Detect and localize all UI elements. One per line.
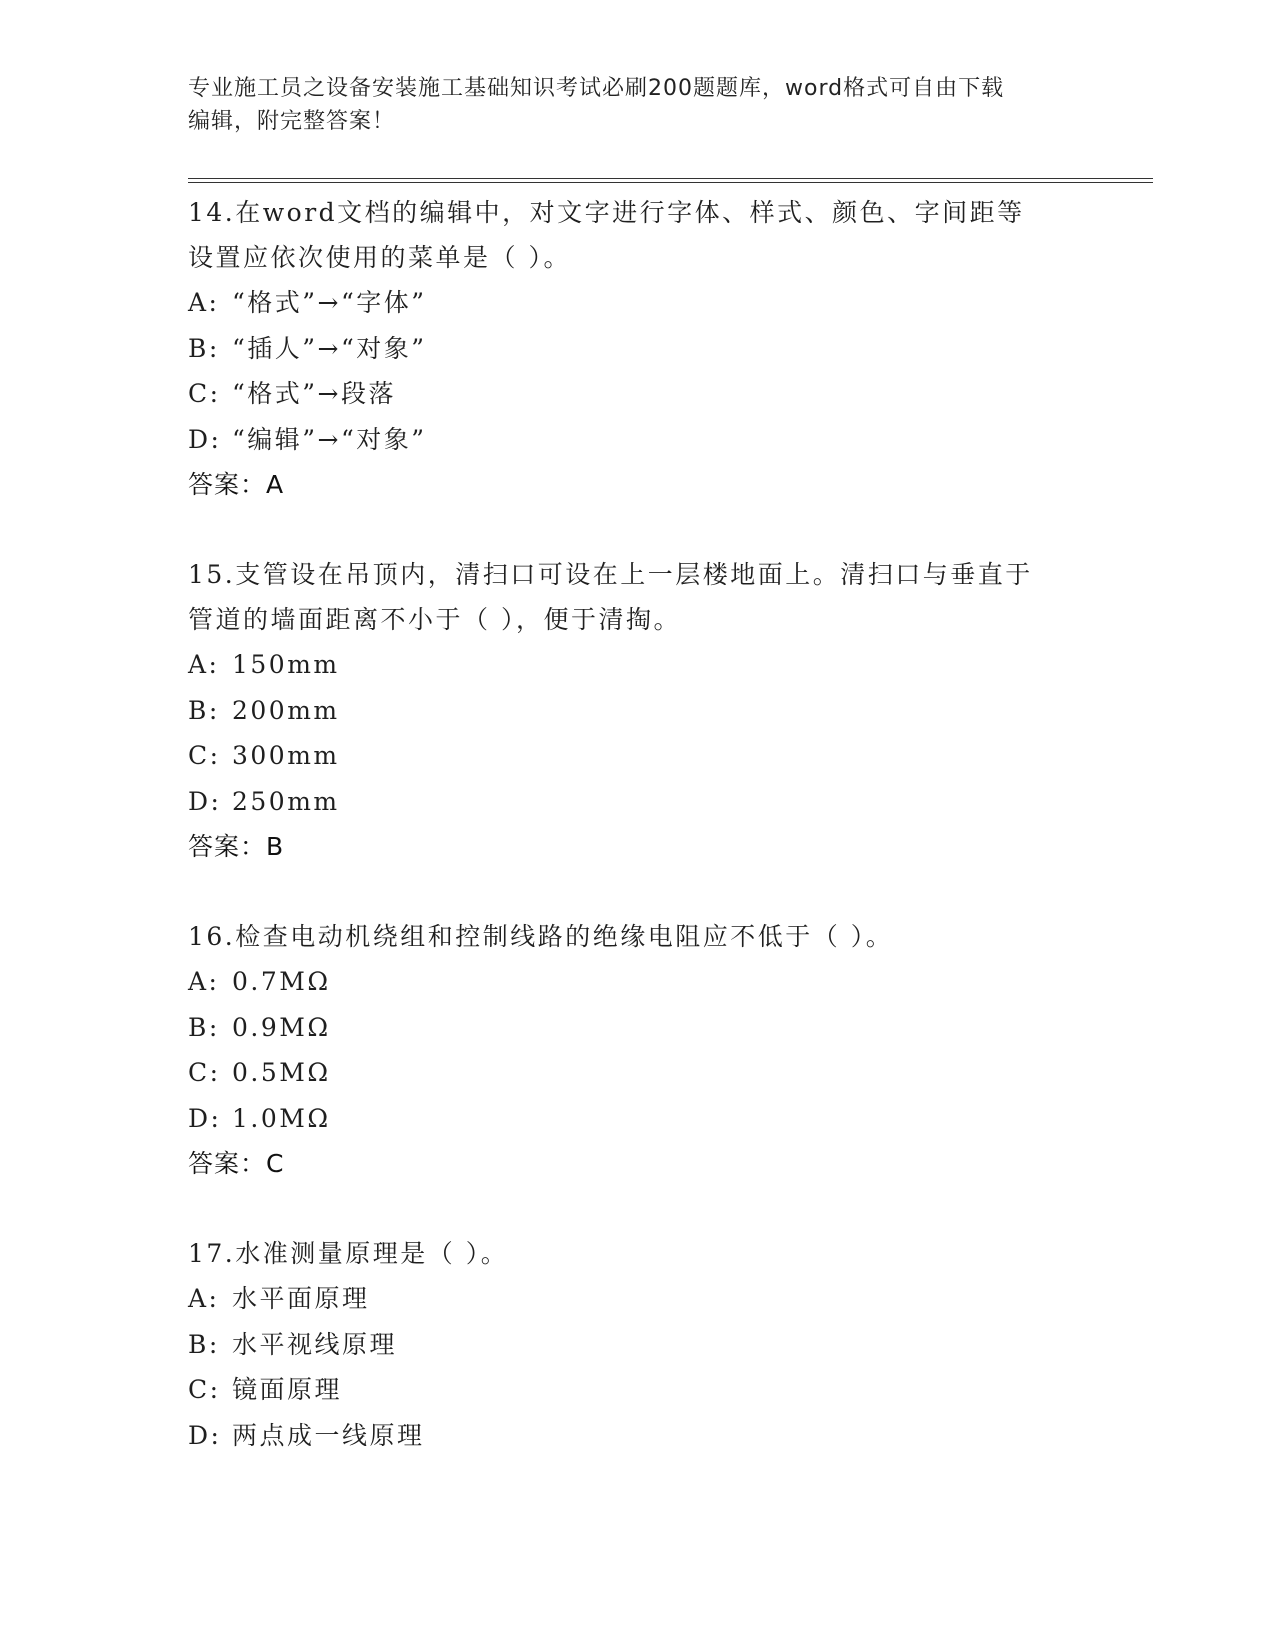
- option-key: D:: [188, 786, 222, 816]
- option-key: A:: [188, 967, 220, 996]
- option-text: 250mm: [232, 786, 340, 816]
- option-text: 0.5MΩ: [232, 1058, 331, 1087]
- option-a: [188, 959, 1088, 1005]
- option-c: [188, 371, 1088, 417]
- option-b: [188, 326, 1088, 372]
- option-b: [188, 688, 1088, 734]
- question-text-line: 设置应依次使用的菜单是（ ）。: [188, 243, 571, 272]
- option-d: [188, 1413, 1088, 1459]
- question-14: [188, 190, 1088, 507]
- question-17: [188, 1231, 1088, 1458]
- document-header: [188, 72, 1068, 138]
- option-text: 200mm: [232, 695, 340, 725]
- answer-line: 答案：C: [188, 1149, 285, 1178]
- answer-line: 答案：B: [188, 832, 285, 861]
- option-d: [188, 417, 1088, 463]
- option-d: [188, 1096, 1088, 1142]
- question-text-line: 15.支管设在吊顶内，清扫口可设在上一层楼地面上。清扫口与垂直于: [188, 560, 1033, 589]
- option-text: 150mm: [232, 650, 340, 679]
- option-text: 0.7MΩ: [232, 967, 331, 996]
- option-text: 300mm: [232, 741, 340, 770]
- question-text-line: 管道的墙面距离不小于（ ），便于清掏。: [188, 605, 681, 634]
- option-a: [188, 280, 1088, 326]
- option-c: [188, 1367, 1088, 1413]
- option-key: A:: [188, 650, 220, 679]
- option-text: “编辑”→“对象”: [232, 424, 427, 454]
- option-c: [188, 733, 1088, 779]
- option-key: D:: [188, 1420, 222, 1450]
- question-list: [188, 190, 1088, 1503]
- option-key: B:: [188, 695, 220, 725]
- option-text: 水平面原理: [232, 1284, 370, 1313]
- option-key: A:: [188, 288, 220, 317]
- option-key: C:: [188, 1375, 221, 1404]
- option-key: B:: [188, 1012, 220, 1042]
- option-key: C:: [188, 741, 221, 770]
- answer-line: 答案：A: [188, 470, 285, 499]
- option-text: 镜面原理: [232, 1375, 343, 1404]
- option-key: D:: [188, 1103, 222, 1133]
- header-divider: [188, 178, 1153, 183]
- option-c: [188, 1050, 1088, 1096]
- option-text: 0.9MΩ: [232, 1012, 331, 1042]
- header-line-1: 专业施工员之设备安装施工基础知识考试必刷200题题库，word格式可自由下载: [188, 76, 1005, 101]
- option-b: [188, 1322, 1088, 1368]
- option-key: C:: [188, 379, 221, 408]
- option-key: B:: [188, 1329, 220, 1359]
- option-text: 两点成一线原理: [232, 1420, 425, 1450]
- option-a: [188, 1276, 1088, 1322]
- option-key: B:: [188, 333, 220, 363]
- question-text-line: 16.检查电动机绕组和控制线路的绝缘电阻应不低于（ ）。: [188, 922, 894, 951]
- option-d: [188, 779, 1088, 825]
- option-b: [188, 1005, 1088, 1051]
- question-text-line: 17.水准测量原理是（ ）。: [188, 1239, 509, 1268]
- option-text: “格式”→“字体”: [232, 288, 427, 317]
- option-a: [188, 642, 1088, 688]
- question-16: [188, 914, 1088, 1186]
- option-text: 水平视线原理: [232, 1329, 398, 1359]
- question-15: [188, 552, 1088, 869]
- option-text: “格式”→段落: [232, 379, 397, 408]
- option-text: “插人”→“对象”: [232, 333, 427, 363]
- option-key: A:: [188, 1284, 220, 1313]
- option-text: 1.0MΩ: [232, 1103, 331, 1133]
- option-key: C:: [188, 1058, 221, 1087]
- option-key: D:: [188, 424, 222, 454]
- header-line-2: 编辑，附完整答案！: [188, 109, 396, 134]
- question-text-line: 14.在word文档的编辑中，对文字进行字体、样式、颜色、字间距等: [188, 198, 1025, 227]
